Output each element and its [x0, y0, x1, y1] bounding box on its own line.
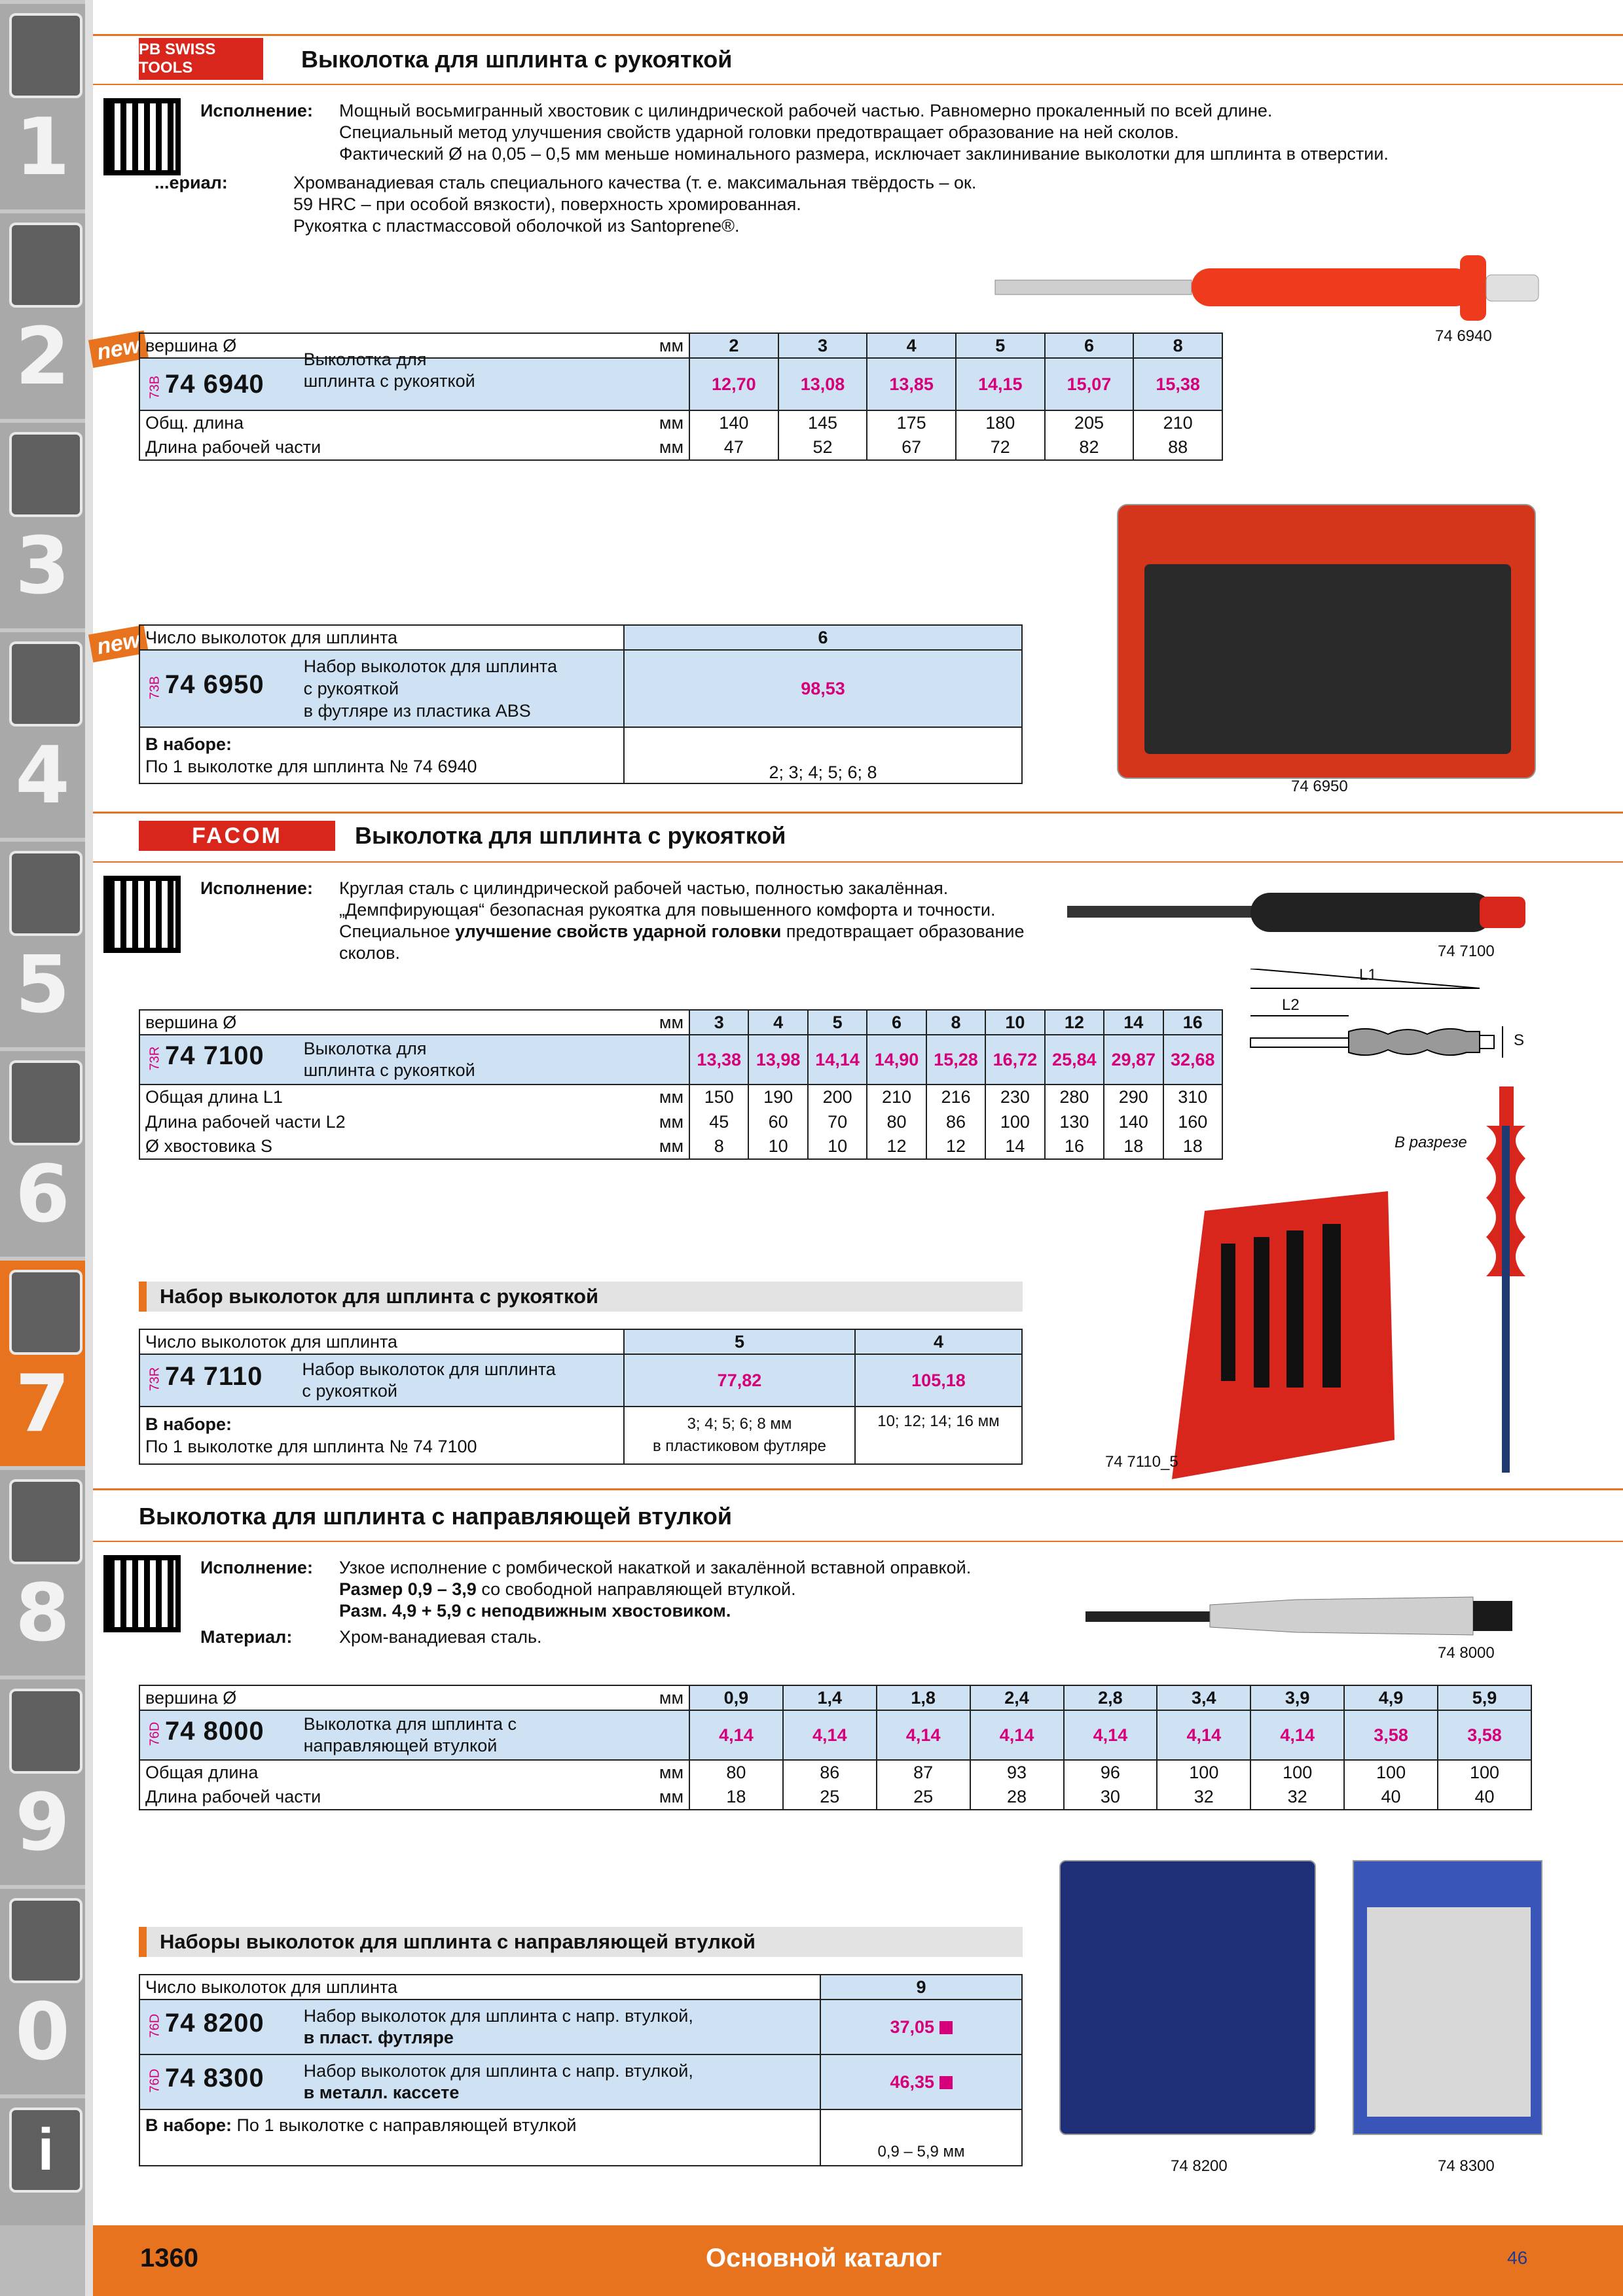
pin-punch-image [989, 249, 1545, 327]
article-cell[interactable]: 73R 74 7110 Набор выколоток для шплинта с рукояткой [139, 1354, 624, 1407]
facom-logo: FACOM [139, 821, 335, 851]
section-rule [93, 1488, 1623, 1490]
material-text: Рукоятка с пластмассовой оболочкой из Santoprene®. [293, 216, 740, 236]
wrench-icon [9, 1060, 82, 1145]
table-746950: Число выколоток для шплинта 6 73B 74 6950Набор выколоток для шплинта с рукояткой в футляре из пластика ABS 98,53 В наборе: По 1 выколотке для шплинта № 74 6940 2; 3; 4; 5; 6; 8 [139, 624, 1023, 784]
size-col: 5 [956, 333, 1045, 358]
table-746940: вершина Ø мм 2 3 4 5 6 8 73B 74 6940 Выколотка для шплинта с рукояткой 12,70 13,08 13,85 14,15 15,07 15,38 Общ. длина мм 140 145 175 180 205 210 Длина рабочей части мм 47 52 67 72 82 88 [139, 332, 1223, 461]
chapter-tab-6[interactable]: 6 [0, 1047, 85, 1257]
info-icon: i [9, 2108, 82, 2193]
chapter-tab-9[interactable]: 9 [0, 1676, 85, 1885]
image-caption: 74 8300 [1438, 2157, 1495, 2175]
label-execution: Исполнение: [200, 878, 313, 898]
price: 15,07 [1045, 358, 1134, 410]
cabinet-icon [9, 1689, 82, 1774]
price: 98,53 [624, 650, 1022, 727]
material-text: Хромванадиевая сталь специального качества (т. е. максимальная твёрдость – ок. [293, 173, 977, 192]
qr-code[interactable] [103, 1555, 181, 1632]
footer-bar [93, 2225, 1623, 2296]
execution-text: Мощный восьмигранный хвостовик с цилиндрической рабочей частью. Равномерно прокаленный по всей длине. [339, 101, 1273, 120]
image-caption: 74 7110_5 [1105, 1453, 1178, 1471]
execution-text: Разм. 4,9 + 5,9 с неподвижным хвостовиком. [339, 1601, 731, 1621]
chapter-tab-info[interactable] [0, 2094, 85, 2225]
subsection-bar: Наборы выколоток для шплинта с направляющей втулкой [139, 1927, 1023, 1957]
price: 46,35 [820, 2054, 1022, 2109]
section-view-caption: В разрезе [1395, 1134, 1467, 1151]
col-head: вершина Ø [139, 333, 624, 358]
chapter-tab-8[interactable]: 8 [0, 1466, 85, 1676]
title-rule [93, 861, 1623, 863]
execution-text: Фактический Ø на 0,05 – 0,5 мм меньше номинального размера, исключает заклинивание выколотки для шплинта в отверстии. [339, 144, 1389, 164]
chapter-tab-5[interactable]: 5 [0, 838, 85, 1047]
table-747100: вершина Ø мм 3 4 5 6 8 10 12 14 16 73R 74 7100 Выколотка для шплинта с рукояткой 13,38 13,98 14,14 14,90 15,28 16,72 25,84 29,87 32,68 Общая длина L1 мм 150 190 200 210 216 230 280 290 310 Длина рабочей части L2 мм 45 60 70 80 86 100 130 140 160 Ø хвостовика S мм 8 10 10 12 12 14 16 18 18 [139, 1009, 1223, 1160]
table-748200-748300: Число выколоток для шплинта 9 76D 74 8200 Набор выколоток для шплинта с напр. втулкой, в пласт. футляре 37,05 76D 74 8300 Набор выколоток для шплинта с напр. втулкой, в металл. кассете 46,35 В наборе: По 1 выколотке с направляющей втулкой 0,9 – 5,9 мм [139, 1974, 1023, 2166]
material-text: Хром-ванадиевая сталь. [339, 1627, 542, 1647]
square-marker-icon [939, 2021, 953, 2034]
size-col: 8 [1133, 333, 1222, 358]
image-caption: 74 6950 [1291, 778, 1348, 795]
size-col: 3 [778, 333, 867, 358]
drill-icon [9, 13, 82, 98]
chapter-tab-2[interactable]: 2 [0, 209, 85, 419]
article-cell[interactable]: 76D 74 8200 Набор выколоток для шплинта с напр. втулкой, в пласт. футляре [139, 2000, 820, 2054]
top-rule [93, 34, 1623, 36]
chapter-sidebar [0, 0, 93, 2296]
caliper-icon [9, 641, 82, 726]
punch-set-case-image [1117, 504, 1536, 779]
qr-code[interactable] [103, 98, 181, 175]
page-code: 46 [1507, 2248, 1528, 2268]
dim-label-l1: L1 [1359, 966, 1377, 984]
execution-text: Специальное улучшение свойств ударной головки предотвращает образование [339, 922, 1025, 941]
price: 13,85 [867, 358, 956, 410]
dim-label-s: S [1514, 1031, 1525, 1049]
article-cell[interactable]: 76D 74 8300 Набор выколоток для шплинта с напр. втулкой, в металл. кассете [139, 2054, 820, 2109]
pb-swiss-tools-logo: PB SWISS TOOLS [139, 38, 263, 80]
insert-icon [9, 223, 82, 308]
facom-punch-image [1061, 884, 1539, 942]
execution-text: Узкое исполнение с ромбической накаткой и закалённой вставной оправкой. [339, 1558, 972, 1577]
price: 13,08 [778, 358, 867, 410]
label-execution: Исполнение: [200, 101, 313, 120]
size-col: 6 [1045, 333, 1134, 358]
subsection-bar: Набор выколоток для шплинта с рукояткой [139, 1282, 1023, 1312]
chapter-tab-4[interactable]: 4 [0, 628, 85, 838]
label-material: Материал: [200, 1627, 293, 1647]
chuck-icon [9, 432, 82, 517]
chapter-tab-0[interactable]: 0 [0, 1885, 85, 2094]
article-cell[interactable]: 76D 74 8000 Выколотка для шплинта с направляющей втулкой [139, 1710, 689, 1760]
image-caption: 74 7100 [1438, 942, 1495, 960]
execution-text: Круглая сталь с цилиндрической рабочей частью, полностью закалённая. [339, 878, 949, 898]
new-badge: new [88, 625, 149, 662]
execution-text: Специальный метод улучшения свойств ударной головки предотвращает образование на ней сколов. [339, 122, 1179, 142]
size-col: 4 [867, 333, 956, 358]
table-747110: Число выколоток для шплинта 5 4 73R 74 7110 Набор выколоток для шплинта с рукояткой 77,82 105,18 В наборе: По 1 выколотке для шплинта № 74 7100 3; 4; 5; 6; 8 мм в пластиковом футляре 10; 12; 14; 16 мм [139, 1329, 1023, 1465]
workshop-icon [9, 1479, 82, 1564]
new-badge: new [88, 331, 149, 368]
table-748000: вершина Ø мм 0,9 1,4 1,8 2,4 2,8 3,4 3,9 4,9 5,9 76D 74 8000 Выколотка для шплинта с направляющей втулкой 4,14 4,14 4,14 4,14 4,14 4,14 4,14 3,58 3,58 Общая длина мм 80 86 87 93 96 100 100 100 100 Длина рабочей части мм 18 25 25 28 30 32 32 40 40 [139, 1685, 1532, 1810]
image-caption: 74 8200 [1171, 2157, 1228, 2175]
section-title: Выколотка для шплинта с рукояткой [355, 822, 786, 849]
section-title: Выколотка для шплинта с рукояткой [301, 46, 733, 73]
image-caption: 74 8000 [1438, 1644, 1495, 1662]
article-cell[interactable]: 73B 74 6950Набор выколоток для шплинта с рукояткой в футляре из пластика ABS [139, 650, 624, 727]
page-number: 1360 [140, 2244, 198, 2272]
title-rule [93, 84, 1623, 85]
price: 37,05 [820, 2000, 1022, 2054]
section-title: Выколотка для шплинта с направляющей втулкой [139, 1503, 733, 1530]
pouch-set-image [1059, 1860, 1316, 2135]
price: 14,15 [956, 358, 1045, 410]
guided-punch-image [1080, 1590, 1539, 1643]
price: 12,70 [689, 358, 778, 410]
qr-code[interactable] [103, 876, 181, 953]
safety-glasses-icon [9, 1898, 82, 1983]
execution-text: сколов. [339, 943, 400, 963]
execution-text: „Демпфирующая“ безопасная рукоятка для повышенного комфорта и точности. [339, 900, 996, 920]
size-col: 2 [689, 333, 778, 358]
facom-set-image [1159, 1191, 1401, 1486]
article-cell[interactable]: 73R 74 7100 Выколотка для шплинта с рукояткой [139, 1035, 689, 1085]
dimension-drawing [1244, 969, 1539, 1067]
article-cell[interactable]: 73B 74 6940 Выколотка для шплинта с рукояткой [139, 358, 689, 410]
section-rule [93, 812, 1623, 814]
square-marker-icon [939, 2076, 953, 2089]
label-material: ...ериал: [155, 173, 228, 192]
catalog-title: Основной каталог [706, 2244, 942, 2272]
label-execution: Исполнение: [200, 1558, 313, 1577]
image-caption: 74 6940 [1435, 327, 1492, 345]
chapter-tab-3[interactable]: 3 [0, 419, 85, 628]
pliers-icon [9, 1270, 82, 1355]
sectional-view-image [1480, 1086, 1539, 1479]
chapter-tab-1[interactable]: 1 [0, 0, 85, 209]
grinding-disc-icon [9, 851, 82, 936]
title-rule [93, 1541, 1623, 1542]
chapter-tab-7[interactable]: 7 [0, 1257, 85, 1466]
dim-label-l2: L2 [1282, 996, 1300, 1014]
material-text: 59 HRC – при особой вязкости), поверхность хромированная. [293, 194, 801, 214]
price: 15,38 [1133, 358, 1222, 410]
unit: мм [624, 333, 689, 358]
metal-cassette-image [1353, 1860, 1542, 2135]
execution-text: Размер 0,9 – 3,9 со свободной направляющей втулкой. [339, 1579, 796, 1599]
